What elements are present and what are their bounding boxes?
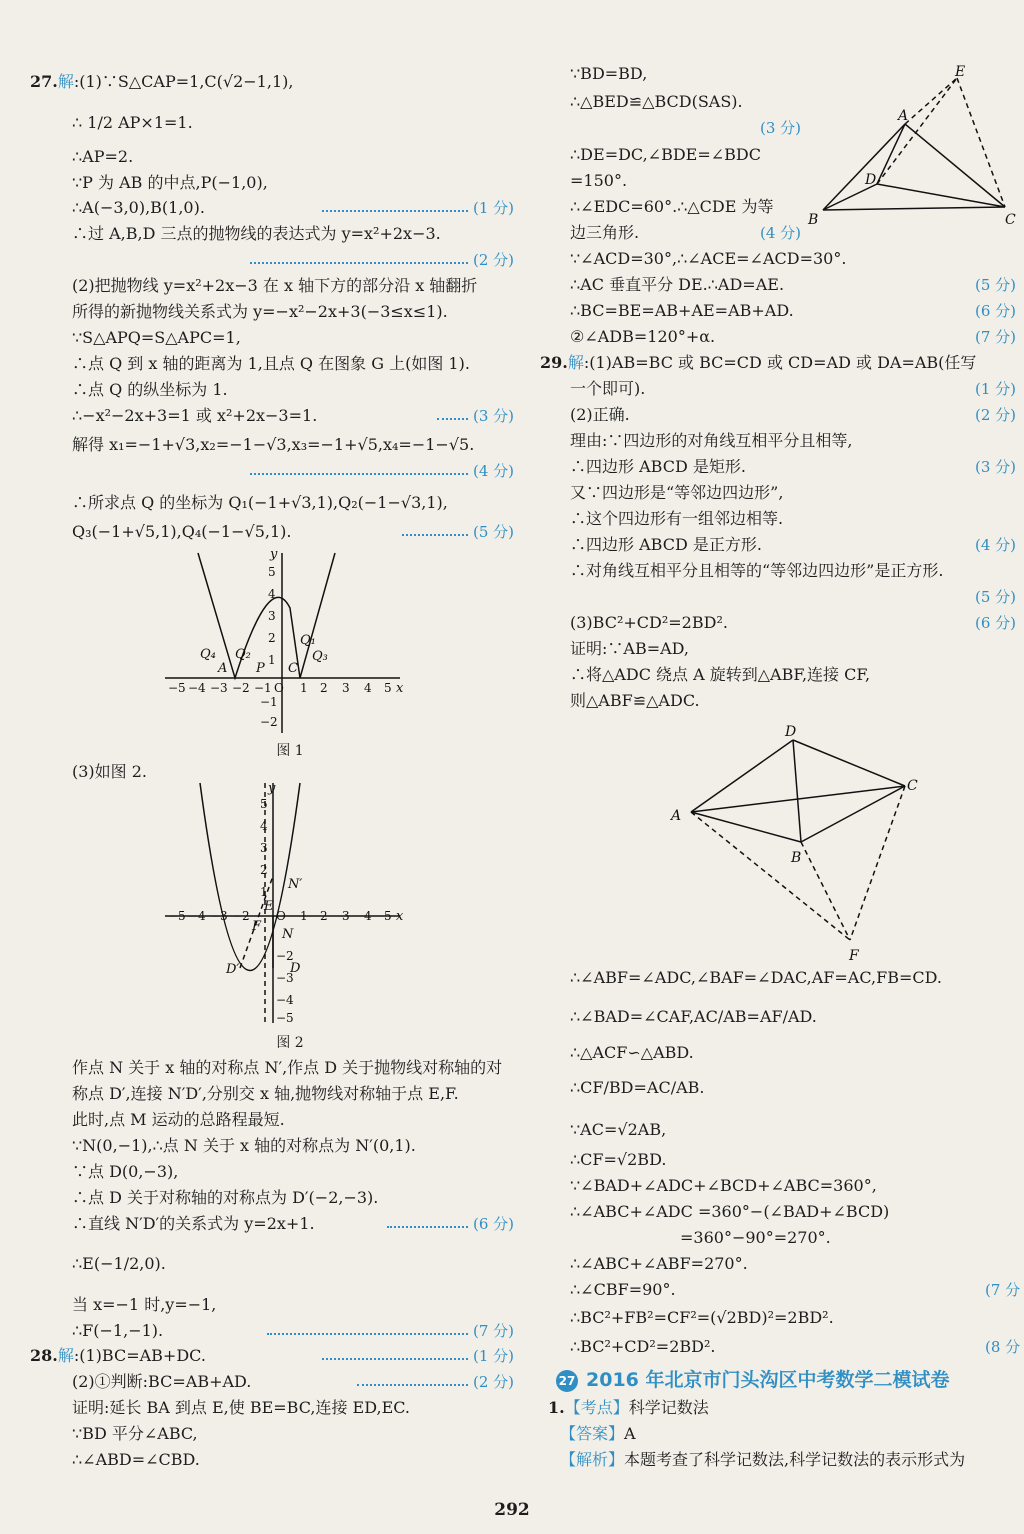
svg-text:4: 4 [364,909,372,923]
line-text: ∴BC²+CD²=2BD². [570,1337,716,1356]
svg-text:O: O [274,681,284,695]
line-text: 此时,点 M 运动的总路程最短. [72,1110,285,1129]
q1-jiexi [560,1450,965,1470]
svg-text:2: 2 [320,681,328,695]
score-marker: (3 分) [473,407,515,425]
score-leader-dots [322,1358,468,1360]
line-text: ∴CF/BD=AC/AB. [570,1078,705,1097]
line-text: ∴四边形 ABCD 是正方形. [570,535,762,554]
page-number: 292 [494,1500,530,1520]
score-leader-dots [267,1333,468,1335]
left-line [72,224,441,244]
score-marker: (7 分) [975,328,1017,346]
line-text: ∴△ACF∽△ABD. [570,1043,694,1062]
right-line [570,1078,705,1098]
line-text: :(1)AB=BC 或 BC=CD 或 CD=AD 或 DA=AB(任写 [583,353,977,372]
svg-text:Q₂: Q₂ [235,647,251,662]
daan-text: A [624,1424,636,1443]
line-text: ∴E(−1/2,0). [72,1254,166,1273]
right-line [570,1337,715,1357]
right-line [570,561,943,581]
score-marker: (5 分) [975,588,1017,606]
score-leader-dots [250,262,468,264]
line-text: ∵BD=BD, [570,64,648,83]
svg-text:3: 3 [342,681,350,695]
line-text: ∴∠ABC+∠ABF=270°. [570,1254,748,1273]
line-text: :(1)BC=AB+DC. [73,1346,206,1365]
score-marker: (2 分) [975,406,1017,424]
section-27-heading [556,1365,950,1392]
left-line [72,1398,410,1418]
line-text: 证明:延长 BA 到点 E,使 BE=BC,连接 ED,EC. [72,1398,411,1417]
line-text: :(1)∵S△CAP=1,C(√2−1,1), [73,72,294,91]
svg-text:−4: −4 [188,681,206,695]
right-line [570,379,645,399]
svg-text:C: C [288,661,298,676]
right-line [570,1280,676,1300]
left-line [72,276,477,296]
line-text: ∴点 Q 的纵坐标为 1. [72,380,228,399]
line-text: Q₃(−1+√5,1),Q₄(−1−√5,1). [72,522,292,541]
svg-text:−4: −4 [188,909,206,923]
figure-1-graph [160,548,410,738]
score-marker: (4 分) [473,462,515,480]
line-text: ∵S△APQ=S△APC=1, [72,328,241,347]
right-line [570,1007,817,1027]
svg-text:−2: −2 [276,949,294,963]
svg-text:F: F [849,948,859,964]
score-leader-dots [402,534,468,536]
score-marker: (5 分) [473,523,515,541]
svg-text:5: 5 [384,909,392,923]
line-text: 解得 x₁=−1+√3,x₂=−1−√3,x₃=−1+√5,x₄=−1−√5. [72,435,475,454]
score-marker: (1 分) [975,380,1017,398]
line-text: ∴BC=BE=AB+AE=AB+AD. [570,301,794,320]
question-number: 29. [540,353,568,372]
line-text: 所得的新抛物线关系式为 y=−x²−2x+3(−3≤x≤1). [72,302,448,321]
right-line [570,249,846,269]
score-marker: (6 分) [975,302,1017,320]
svg-text:N′: N′ [288,877,303,892]
right-line [570,1202,889,1222]
solution-label: 解 [57,72,74,91]
svg-text:D: D [865,172,877,188]
score-marker: (2 分) [473,251,515,269]
line-text: ∵∠ACD=30°,∴∠ACE=∠ACD=30°. [570,249,847,268]
line-text: ∴CF=√2BD. [570,1150,667,1169]
svg-text:E: E [264,899,274,914]
score-leader-dots [387,1226,468,1228]
svg-text:−3: −3 [210,909,228,923]
right-line [570,691,700,711]
line-text: (2)把抛物线 y=x²+2x−3 在 x 轴下方的部分沿 x 轴翻折 [72,276,478,295]
left-line [72,1084,459,1104]
svg-text:3: 3 [342,909,350,923]
svg-text:−3: −3 [210,681,228,695]
line-text: 又∵四边形是“等邻边四边形”, [570,483,784,502]
left-line [72,380,228,400]
svg-text:D′: D′ [226,962,240,977]
svg-text:A: A [218,661,228,676]
section-title: 2016 年北京市门头沟区中考数学二模试卷 [586,1369,950,1391]
figure-2-caption: 图 2 [276,1035,304,1051]
svg-text:4: 4 [364,681,372,695]
line-text: ∴点 D 关于对称轴的对称点为 D′(−2,−3). [72,1188,379,1207]
svg-text:1: 1 [300,681,308,695]
line-text: 称点 D′,连接 N′D′,分别交 x 轴,抛物线对称轴于点 E,F. [72,1084,459,1103]
svg-text:1: 1 [268,653,276,667]
svg-text:C: C [907,778,918,794]
svg-text:P: P [256,661,265,676]
svg-text:x: x [396,681,404,696]
line-text: =360°−90°=270°. [680,1228,831,1247]
right-line [570,509,783,529]
right-line [570,968,942,988]
left-line [72,493,448,513]
right-line [570,171,627,191]
right-line [570,457,746,477]
question-number: 28. [30,1346,58,1365]
figure-triangle-bedc [805,62,1020,232]
q1-daan [560,1424,636,1444]
right-line [540,353,976,373]
left-line [72,328,241,348]
score-marker: (6 分) [975,614,1017,632]
left-line [72,1136,416,1156]
q1-number: 1. [548,1398,565,1417]
line-text: ∴过 A,B,D 三点的抛物线的表达式为 y=x²+2x−3. [72,224,441,243]
score-marker: (2 分) [473,1373,515,1391]
svg-text:−1: −1 [260,695,278,709]
svg-text:−5: −5 [276,1011,294,1025]
line-text: ∴∠ABF=∠ADC,∠BAF=∠DAC,AF=AC,FB=CD. [570,968,942,987]
line-text: ∴BC²+FB²=CF²=(√2BD)²=2BD². [570,1308,834,1327]
left-line [72,1295,216,1315]
left-line [72,302,448,322]
svg-text:−3: −3 [276,971,294,985]
line-text: ∵BD 平分∠ABC, [72,1424,198,1443]
daan-tag: 【答案】 [560,1424,625,1443]
right-line [570,223,639,243]
left-line [72,1188,378,1208]
line-text: ∵点 D(0,−3), [72,1162,179,1181]
line-text: 则△ABF≌△ADC. [570,691,700,710]
score-marker: (1 分) [473,199,515,217]
svg-text:1: 1 [300,909,308,923]
line-text: (2)正确. [570,405,630,424]
right-line [570,1308,834,1328]
left-line [72,1162,178,1182]
svg-text:N: N [282,927,294,942]
right-line [570,275,784,295]
line-text: ∵∠BAD+∠ADC+∠BCD+∠ABC=360°, [570,1176,877,1195]
left-line [72,1450,200,1470]
line-text: =150°. [570,171,628,190]
left-line [72,435,474,455]
svg-text:2: 2 [260,863,268,877]
right-line [570,665,870,685]
left-line [72,1372,251,1392]
line-text: 证明:∵AB=AD, [570,639,690,658]
svg-text:−1: −1 [254,681,272,695]
line-text: 一个即可). [570,379,646,398]
right-line [570,1176,877,1196]
right-line [570,535,762,555]
line-text: ∴AC 垂直平分 DE.∴AD=AE. [570,275,785,294]
svg-text:−2: −2 [232,681,250,695]
right-line [570,327,715,347]
right-line [570,639,689,659]
right-line [570,1043,694,1063]
score-marker: (7 分 [985,1281,1021,1299]
jiexi-text: 本题考查了科学记数法,科学记数法的表示形式为 [624,1450,966,1469]
line-text: ∴∠ABD=∠CBD. [72,1450,200,1469]
line-text: (3)BC²+CD²=2BD². [570,613,728,632]
right-line [570,301,794,321]
right-line [570,1120,666,1140]
line-text: ∴点 Q 到 x 轴的距离为 1,且点 Q 在图象 G 上(如图 1). [72,354,470,373]
svg-text:x: x [396,909,404,924]
score-marker: (4 分) [760,224,802,242]
svg-text:B: B [808,212,819,228]
left-line [72,198,205,218]
figure-quadrilateral-abcdf [665,720,925,965]
line-text: ∴将△ADC 绕点 A 旋转到△ABF,连接 CF, [570,665,871,684]
left-line [72,113,193,133]
right-line [570,197,774,217]
score-leader-dots [250,473,468,475]
score-marker: (6 分) [473,1215,515,1233]
left-line [72,1214,315,1234]
svg-text:−2: −2 [260,715,278,729]
svg-text:4: 4 [260,819,268,833]
line-text: ∵N(0,−1),∴点 N 关于 x 轴的对称点为 N′(0,1). [72,1136,416,1155]
line-text: ∵AC=√2AB, [570,1120,667,1139]
line-text: ∴直线 N′D′的关系式为 y=2x+1. [72,1214,315,1233]
svg-text:5: 5 [260,797,268,811]
q1-kaodian [548,1398,709,1418]
svg-text:−5: −5 [168,909,186,923]
line-text: 理由:∵四边形的对角线互相平分且相等, [570,431,853,450]
line-text: (3)如图 2. [72,762,148,781]
right-line [570,613,728,633]
left-line [72,1254,166,1274]
right-line [570,1254,748,1274]
right-line [570,64,647,84]
left-line [72,522,291,542]
svg-text:1: 1 [260,885,268,899]
left-line [72,1321,163,1341]
figure-2-graph [160,778,410,1028]
section-badge: 27 [556,1370,578,1392]
solution-label: 解 [57,1346,74,1365]
svg-text:2: 2 [320,909,328,923]
line-text: ∴ 1/2 AP×1=1. [72,113,193,132]
line-text: ∴四边形 ABCD 是矩形. [570,457,746,476]
line-text: 边三角形. [570,223,640,242]
svg-text:Q₄: Q₄ [200,647,216,662]
line-text: ∴所求点 Q 的坐标为 Q₁(−1+√3,1),Q₂(−1−√3,1), [72,493,448,512]
line-text: ∴这个四边形有一组邻边相等. [570,509,784,528]
line-text: ∵P 为 AB 的中点,P(−1,0), [72,173,268,192]
line-text: ∴F(−1,−1). [72,1321,164,1340]
svg-text:3: 3 [260,841,268,855]
score-marker: (4 分) [975,536,1017,554]
score-marker: (5 分) [975,276,1017,294]
svg-text:3: 3 [268,609,276,623]
left-line [30,72,293,92]
figure-1-caption: 图 1 [276,743,304,759]
right-line [680,1228,831,1248]
svg-text:E: E [955,64,966,80]
left-line [72,354,470,374]
line-text: 当 x=−1 时,y=−1, [72,1295,217,1314]
svg-text:y: y [268,781,276,796]
jiexi-tag: 【解析】 [560,1450,625,1469]
line-text: ∴∠CBF=90°. [570,1280,676,1299]
svg-text:y: y [270,548,278,562]
svg-text:2: 2 [268,631,276,645]
left-line [72,1110,285,1130]
svg-text:Q₁: Q₁ [300,633,316,648]
line-text: ∴对角线互相平分且相等的“等邻边四边形”是正方形. [570,561,944,580]
score-marker: (3 分) [975,458,1017,476]
svg-text:5: 5 [384,681,392,695]
svg-text:C: C [1005,212,1016,228]
line-text: ∴DE=DC,∠BDE=∠BDC [570,145,761,164]
score-marker: (8 分 [985,1338,1021,1356]
kaodian-tag: 【考点】 [564,1398,629,1417]
line-text: 作点 N 关于 x 轴的对称点 N′,作点 D 关于抛物线对称轴的对 [72,1058,503,1077]
svg-text:−5: −5 [168,681,186,695]
score-leader-dots [357,1384,468,1386]
svg-text:D: D [785,724,797,740]
svg-text:A: A [671,808,682,824]
svg-text:4: 4 [268,587,276,601]
line-text: ∴AP=2. [72,147,134,166]
line-text: ∴A(−3,0),B(1,0). [72,198,205,217]
left-line [30,1346,206,1366]
score-leader-dots [322,210,468,212]
line-text: ∴∠ABC+∠ADC =360°−(∠BAD+∠BCD) [570,1202,890,1221]
svg-text:B: B [791,850,802,866]
line-text: ∴△BED≌△BCD(SAS). [570,92,743,111]
line-text: ∴−x²−2x+3=1 或 x²+2x−3=1. [72,406,318,425]
score-marker: (3 分) [760,119,802,137]
left-line [72,762,147,782]
line-text: (2)①判断:BC=AB+AD. [72,1372,252,1391]
left-line [72,147,133,167]
left-line [72,406,317,426]
right-line [570,92,743,112]
right-line [570,431,852,451]
right-line [570,145,761,165]
score-marker: (1 分) [473,1347,515,1365]
score-marker: (7 分) [473,1322,515,1340]
left-line [72,1424,198,1444]
solution-label: 解 [567,353,584,372]
svg-text:−2: −2 [232,909,250,923]
line-text: ∴∠BAD=∠CAF,AC/AB=AF/AD. [570,1007,817,1026]
svg-text:Q₃: Q₃ [312,649,328,664]
right-line [570,405,630,425]
line-text: ②∠ADB=120°+α. [570,327,716,346]
kaodian-text: 科学记数法 [628,1398,709,1417]
right-line [570,483,783,503]
right-line [570,1150,666,1170]
line-text: ∴∠EDC=60°.∴△CDE 为等 [570,197,774,216]
score-leader-dots [437,418,468,420]
svg-text:A: A [898,108,909,124]
left-line [72,173,268,193]
left-line [72,1058,502,1078]
svg-text:5: 5 [268,565,276,579]
svg-text:O: O [276,909,286,923]
question-number: 27. [30,72,58,91]
svg-text:D: D [290,961,301,976]
svg-text:−4: −4 [276,993,294,1007]
svg-text:F: F [252,919,262,934]
